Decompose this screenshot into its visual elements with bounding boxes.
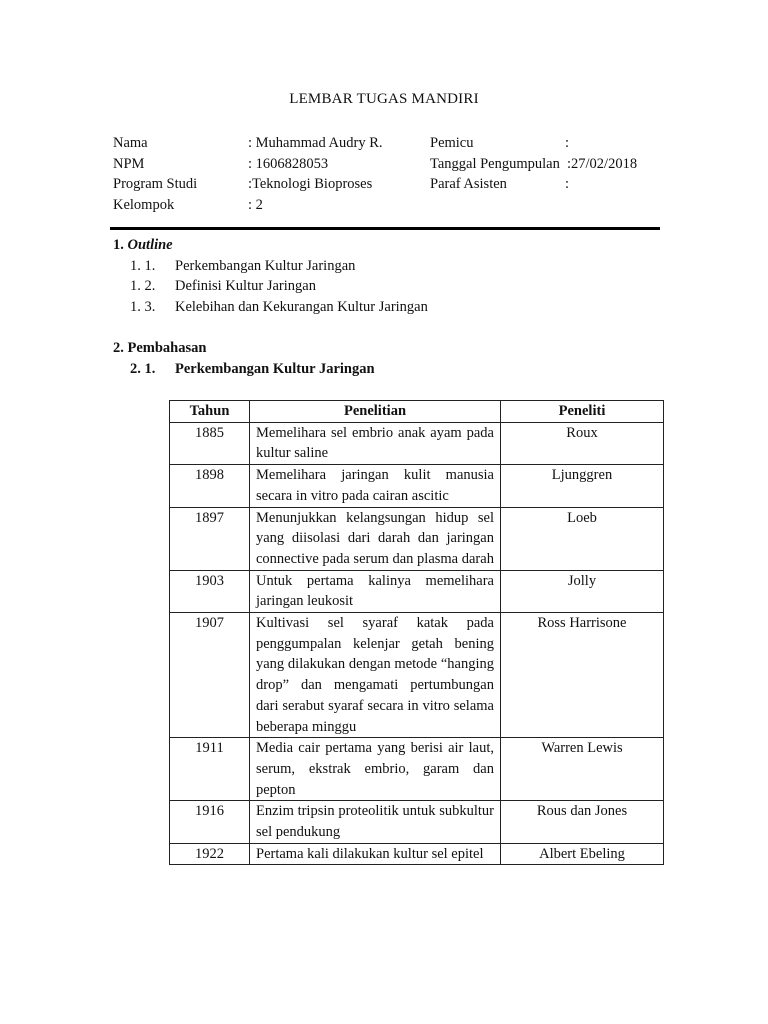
table-row [170, 507, 664, 570]
column-header-tahun: Tahun [170, 401, 250, 423]
table-row [170, 738, 664, 801]
table-row [170, 801, 664, 843]
cell-year: 1922 [170, 843, 250, 865]
meta-value: : 2 [248, 197, 263, 213]
meta-label: Nama [113, 135, 148, 151]
section-1-heading [113, 235, 173, 255]
outline-item-text: Definisi Kultur Jaringan [175, 278, 316, 294]
meta-label: Tanggal Pengumpulan [430, 156, 560, 172]
meta-value: : [565, 176, 570, 192]
meta-label: NPM [113, 156, 145, 172]
section-number: 2. [113, 340, 124, 356]
outline-item [130, 256, 155, 276]
outline-item-number: 1. 1. [130, 258, 156, 274]
meta-value: :27/02/2018 [567, 156, 638, 172]
document-title: LEMBAR TUGAS MANDIRI [289, 91, 479, 107]
cell-year: 1916 [170, 801, 250, 843]
cell-researcher: Warren Lewis [501, 738, 664, 801]
cell-research: Memelihara sel embrio anak ayam pada kultur saline [250, 422, 501, 464]
table-row [170, 465, 664, 507]
outline-item [130, 297, 155, 317]
cell-research: Kultivasi sel syaraf katak pada penggumpalan kelenjar getah bening yang dilakukan dengan metode “hanging drop” dan mengamati pertumbungan dari serabut syaraf secara in vitro selama beberapa minggu [250, 613, 501, 738]
subsection-title: Perkembangan Kultur Jaringan [175, 361, 375, 377]
table-row [170, 422, 664, 464]
meta-label: Kelompok [113, 197, 175, 213]
cell-year: 1903 [170, 570, 250, 612]
column-header-peneliti: Peneliti [501, 401, 664, 423]
cell-research: Untuk pertama kalinya memelihara jaringan leukosit [250, 570, 501, 612]
cell-researcher: Roux [501, 422, 664, 464]
cell-researcher: Albert Ebeling [501, 843, 664, 865]
cell-researcher: Ross Harrisone [501, 613, 664, 738]
cell-researcher: Ljunggren [501, 465, 664, 507]
cell-researcher: Rous dan Jones [501, 801, 664, 843]
table-row [170, 613, 664, 738]
section-title: Pembahasan [127, 340, 207, 356]
outline-item-number: 1. 2. [130, 278, 156, 294]
cell-year: 1911 [170, 738, 250, 801]
cell-research: Menunjukkan kelangsungan hidup sel yang diisolasi dari darah dan jaringan connective pada serum dan plasma darah [250, 507, 501, 570]
section-2-heading [113, 338, 206, 358]
meta-label: Paraf Asisten [430, 176, 507, 192]
meta-value: :Teknologi Bioproses [248, 176, 373, 192]
outline-item [130, 276, 155, 296]
meta-label: Program Studi [113, 176, 198, 192]
cell-year: 1907 [170, 613, 250, 738]
meta-value: : [565, 135, 570, 151]
cell-researcher: Loeb [501, 507, 664, 570]
table-row [170, 570, 664, 612]
section-title: Outline [127, 237, 173, 253]
cell-research: Memelihara jaringan kulit manusia secara in vitro pada cairan ascitic [250, 465, 501, 507]
subsection-number: 2. 1. [130, 361, 156, 377]
meta-value: : Muhammad Audry R. [248, 135, 383, 151]
meta-label: Pemicu [430, 135, 474, 151]
table-header-row [170, 401, 664, 423]
meta-value: : 1606828053 [248, 156, 329, 172]
table-row [170, 843, 664, 865]
history-table [169, 400, 664, 865]
column-header-penelitian: Penelitian [250, 401, 501, 423]
cell-year: 1898 [170, 465, 250, 507]
header-divider [110, 227, 660, 230]
outline-item-number: 1. 3. [130, 299, 156, 315]
outline-item-text: Perkembangan Kultur Jaringan [175, 258, 356, 274]
cell-researcher: Jolly [501, 570, 664, 612]
cell-research: Enzim tripsin proteolitik untuk subkultur sel pendukung [250, 801, 501, 843]
cell-year: 1885 [170, 422, 250, 464]
cell-year: 1897 [170, 507, 250, 570]
section-number: 1. [113, 237, 124, 253]
cell-research: Media cair pertama yang berisi air laut, serum, ekstrak embrio, garam dan pepton [250, 738, 501, 801]
cell-research: Pertama kali dilakukan kultur sel epitel [250, 843, 501, 865]
outline-item-text: Kelebihan dan Kekurangan Kultur Jaringan [175, 299, 428, 315]
